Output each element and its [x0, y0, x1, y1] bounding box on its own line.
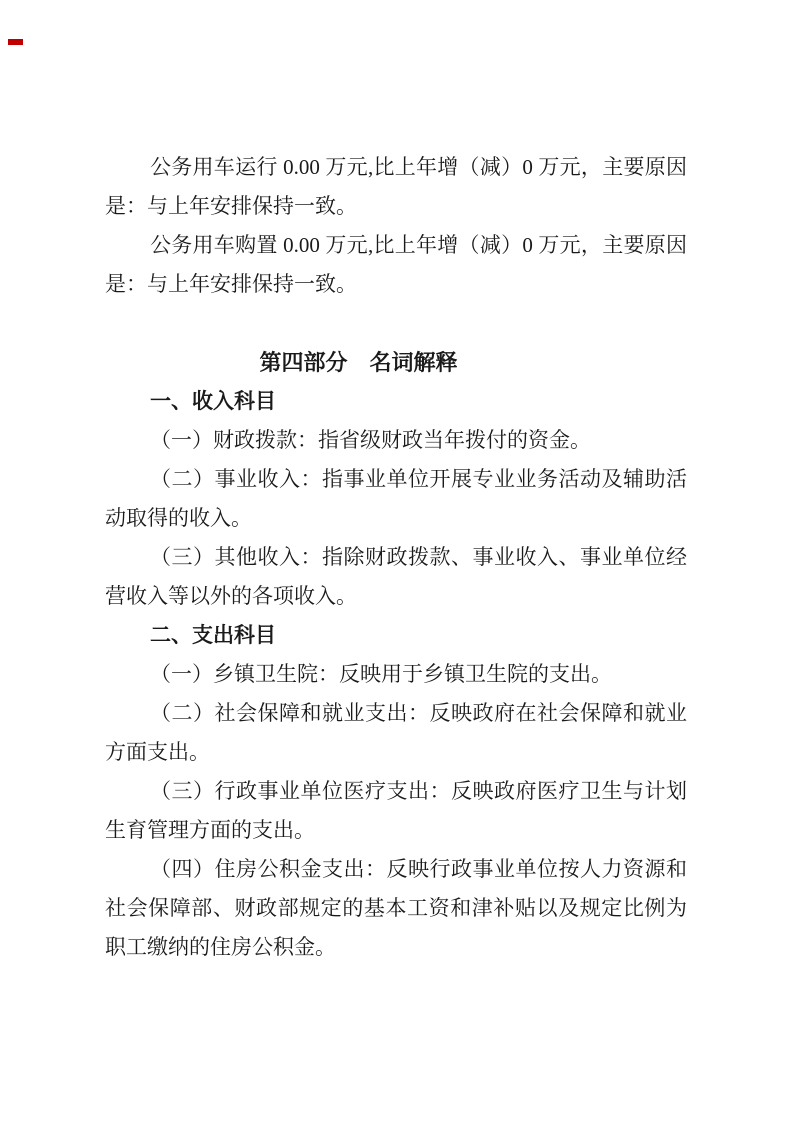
paragraph-vehicle-purchase: 公务用车购置 0.00 万元,比上年增（减）0 万元，主要原因是：与上年安排保持一致。: [105, 233, 687, 296]
term-item-housing-fund: （四）住房公积金支出：反映行政事业单位按人力资源和社会保障部、财政部规定的基本工资和津补贴以及规定比例为职工缴纳的住房公积金。: [105, 857, 687, 959]
section-heading-income: 一、收入科目: [150, 389, 276, 413]
section-heading-expenditure: 二、支出科目: [150, 623, 276, 647]
term-item-fiscal-appropriation: （一）财政拨款：指省级财政当年拨付的资金。: [150, 428, 591, 452]
term-item-other-income: （三）其他收入：指除财政拨款、事业收入、事业单位经营收入等以外的各项收入。: [105, 545, 687, 608]
term-item-social-security: （二）社会保障和就业支出：反映政府在社会保障和就业方面支出。: [105, 701, 687, 764]
term-item-township-hospital: （一）乡镇卫生院：反映用于乡镇卫生院的支出。: [150, 662, 612, 686]
term-item-medical-expenditure: （三）行政事业单位医疗支出：反映政府医疗卫生与计划生育管理方面的支出。: [105, 779, 687, 842]
document-body: [105, 148, 687, 967]
term-item-operating-income: （二）事业收入：指事业单位开展专业业务活动及辅助活动取得的收入。: [105, 467, 687, 530]
part-title: 第四部分 名词解释: [259, 350, 458, 375]
paragraph-vehicle-operation: 公务用车运行 0.00 万元,比上年增（减）0 万元，主要原因是：与上年安排保持一致。: [105, 155, 687, 218]
red-artifact-mark: [8, 39, 23, 45]
